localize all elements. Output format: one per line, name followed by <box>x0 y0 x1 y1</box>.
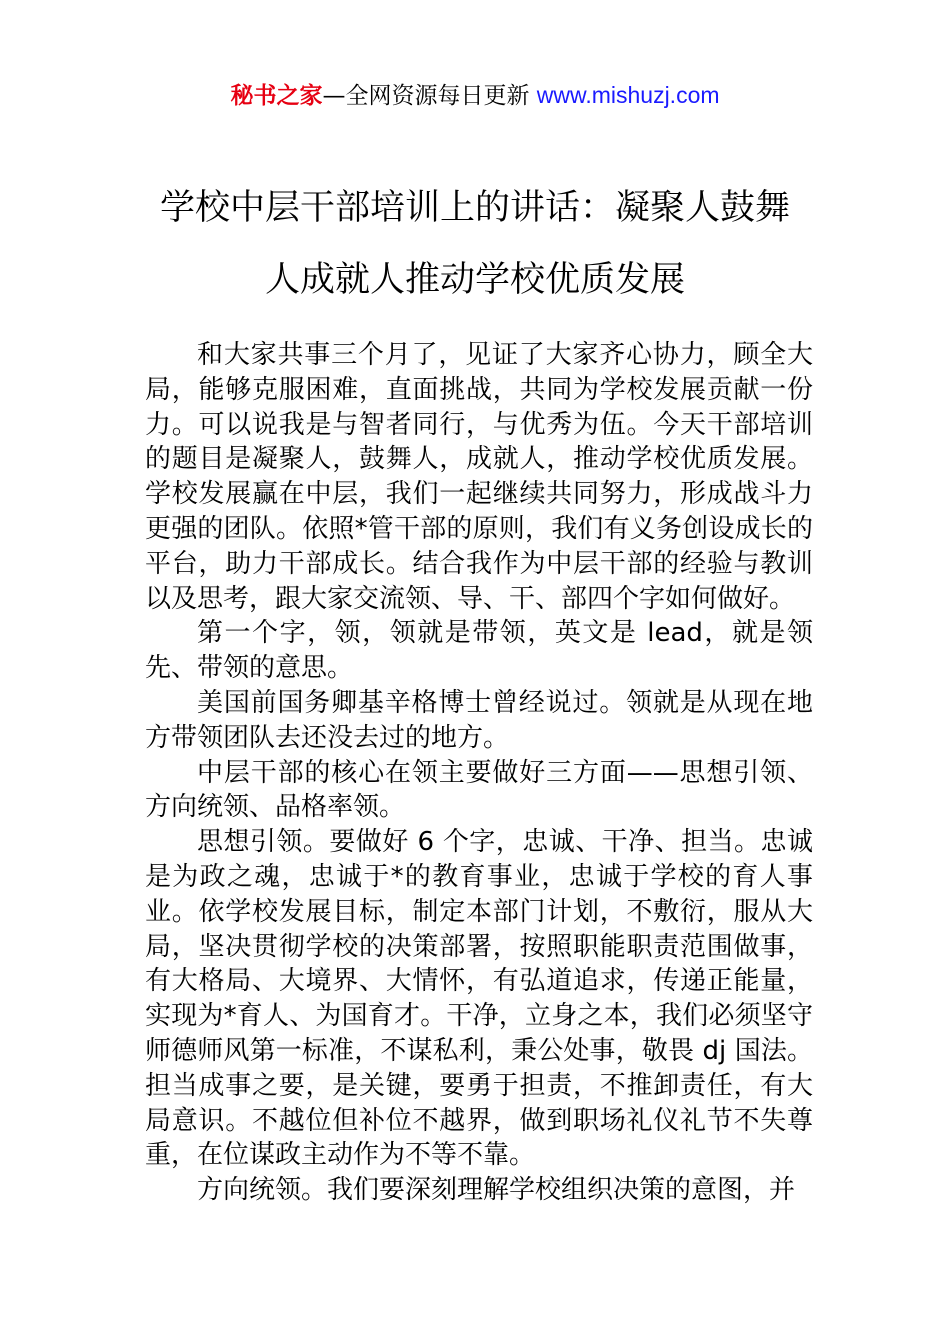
document-body <box>145 338 813 1208</box>
paragraph: 方向统领。我们要深刻理解学校组织决策的意图，并 <box>197 1175 796 1206</box>
site-brand: 秘书之家 <box>230 83 323 109</box>
site-url[interactable]: www.mishuzj.com <box>536 82 720 108</box>
document-title <box>100 172 850 316</box>
document-title-line-2: 人成就人推动学校优质发展 <box>264 260 685 300</box>
site-slogan: —全网资源每日更新 <box>322 83 537 109</box>
paragraph: 和大家共事三个月了，见证了大家齐心协力，顾全大局，能够克服困难，直面挑战，共同为学校发展贡献一份力。可以说我是与智者同行，与优秀为伍。今天干部培训的题目是凝聚人，鼓舞人，成就人，推动学校优质发展。学校发展赢在中层，我们一起继续共同努力，形成战斗力更强的团队。依照*管干部的原则，我们有义务创设成长的平台，助力干部成长。结合我作为中层干部的经验与教训以及思考，跟大家交流领、导、干、部四个字如何做好。 <box>145 340 813 614</box>
paragraph: 美国前国务卿基辛格博士曾经说过。领就是从现在地方带领团队去还没去过的地方。 <box>145 687 813 753</box>
paragraph: 中层干部的核心在领主要做好三方面——思想引领、方向统领、品格率领。 <box>145 757 813 823</box>
document-title-line-1: 学校中层干部培训上的讲话：凝聚人鼓舞 <box>159 188 790 228</box>
paragraph: 第一个字，领，领就是带领，英文是 lead，就是领先、带领的意思。 <box>145 618 813 684</box>
paragraph: 思想引领。要做好 6 个字，忠诚、干净、担当。忠诚是为政之魂，忠诚于*的教育事业，忠诚于学校的育人事业。依学校发展目标，制定本部门计划，不敷衍，服从大局，坚决贯彻学校的决策部署，按照职能职责范围做事，有大格局、大境界、大情怀，有弘道追求，传递正能量，实现为*育人、为国育才。干净，立身之本，我们必须坚守师德师风第一标准，不谋私利，秉公处事，敬畏 dj 国法。担当成事之要，是关键，要勇于担责，不推卸责任，有大局意识。不越位但补位不越界，做到职场礼仪礼节不失尊重，在位谋政主动作为不等不靠。 <box>145 827 813 1171</box>
site-header <box>0 78 950 113</box>
